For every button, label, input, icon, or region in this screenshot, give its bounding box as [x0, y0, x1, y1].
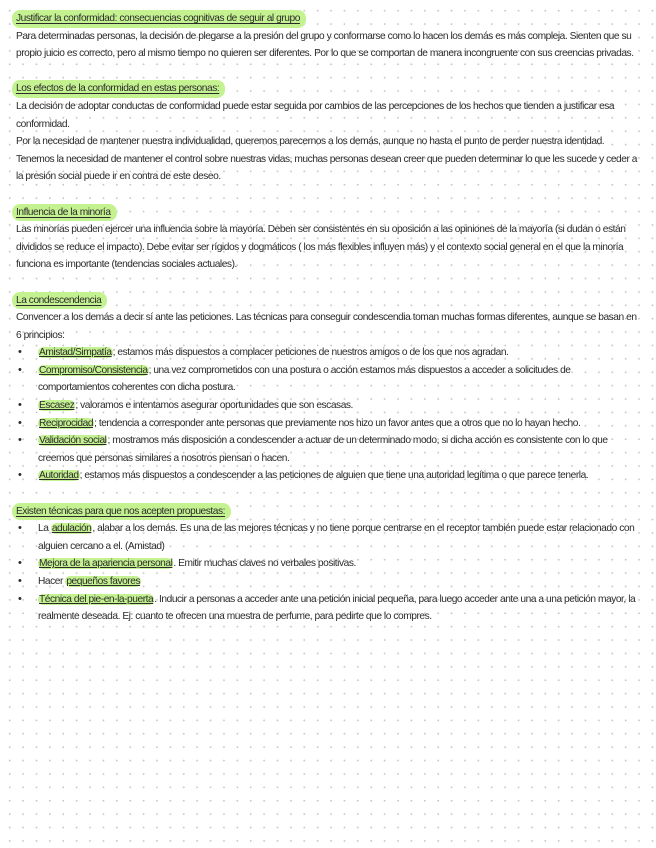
principles-list — [16, 344, 642, 485]
paragraph: La decisión de adoptar conductas de conformidad puede estar seguida por cambios de las percepciones de los hechos que tienden a justificar esa conformidad. — [16, 100, 615, 130]
term-highlight: pequeños favores — [66, 576, 141, 587]
section-justificar — [16, 10, 642, 63]
techniques-list — [16, 520, 642, 626]
section-heading: Justificar la conformidad: consecuencias cognitivas de seguir al grupo — [12, 10, 306, 28]
section-heading: Existen técnicas para que nos acepten propuestas: — [12, 503, 231, 521]
list-item: • La adulación, alabar a los demás. Es una de las mejores técnicas y no tiene porque centrarse en el receptor también puede estar relacionado con alguien cercano a el. (Amistad) — [16, 520, 642, 555]
section-tecnicas — [16, 503, 642, 626]
paragraph: Las minorías pueden ejercer una influencia sobre la mayoría. Deben ser consistentes en su oposición a las opiniones de la mayoría (si dudan o están divididos se reduce el impacto). Debe evitar ser rígidos y dogmáticos ( los más flexibles influyen más) y el contexto social general en el que la minoría funciona es importante (tendencias sociales actuales). — [16, 224, 626, 271]
term-highlight: Técnica del pie-en-la-puerta — [39, 593, 154, 605]
list-item: • Mejora de la apariencia personal. Emitir muchas claves no verbales positivas. — [16, 555, 642, 573]
list-item: • Validación social; mostramos más disposición a condescender a actuar de un determinado modo, si dicha acción es consistente con lo que creemos que personas similares a nosotros piensan o hacen. — [16, 432, 642, 467]
paragraph: Por la necesidad de mantener nuestra individualidad, queremos parecernos a los demás, aunque no hasta el punto de perder nuestra identidad. Tenemos la necesidad de mantener el control sobre nuestras vidas, muchas personas desean creer que pueden determinar lo que les sucede y ceder a la presión social puede ir en contra de este deseo. — [16, 136, 637, 183]
section-heading: Los efectos de la conformidad en estas personas: — [12, 80, 225, 98]
list-item: • Hacer pequeños favores — [16, 573, 642, 591]
list-item: • Amistad/Simpatía; estamos más dispuestos a complacer peticiones de nuestros amigos o de los que nos agradan. — [16, 344, 642, 362]
term-highlight: Autoridad — [39, 470, 79, 482]
term-highlight: Escasez — [39, 400, 75, 412]
section-condescendencia — [16, 292, 642, 486]
list-item: • Escasez; valoramos e intentamos asegurar oportunidades que son escasas. — [16, 397, 642, 415]
list-item: • Reciprocidad; tendencia a corresponder ante personas que previamente nos hizo un favor antes que a otros que no lo hayan hecho. — [16, 415, 642, 433]
section-efectos — [16, 80, 642, 186]
list-item: • Compromiso/Consistencia; una vez comprometidos con una postura o acción estamos más dispuestos a acceder a solicitudes de comportamientos coherentes con dicha postura. — [16, 362, 642, 397]
term-highlight: Amistad/Simpatía — [39, 347, 112, 359]
term-highlight: Reciprocidad — [39, 417, 94, 429]
section-heading: La condescendencia — [12, 292, 107, 310]
list-item: • Técnica del pie-en-la-puerta. Inducir a personas a acceder ante una petición inicial pequeña, para luego acceder ante una a una petición mayor, la realmente deseada. Ej: cuanto te ofrecen una muestra de perfume, para pedirte que lo compres. — [16, 591, 642, 626]
list-item: • Autoridad; estamos más dispuestos a condescender a las peticiones de alguien que tiene una autoridad legítima o que parece tenerla. — [16, 467, 642, 485]
term-highlight: Validación social — [39, 435, 107, 447]
paragraph: Para determinadas personas, la decisión de plegarse a la presión del grupo y conformarse como lo hacen los demás es más compleja. Sienten que su propio juicio es correcto, pero al mismo tiempo no quieren ser diferentes. Por lo que se comportan de manera incongruente con sus creencias privadas. — [16, 30, 634, 60]
term-highlight: Mejora de la apariencia personal — [39, 558, 173, 570]
term-highlight: Compromiso/Consistencia — [39, 364, 148, 376]
term-highlight: adulación — [51, 523, 92, 535]
paragraph: Convencer a los demás a decir sí ante las peticiones. Las técnicas para conseguir condescendia toman muchas formas diferentes, aunque se basan en 6 principios: — [16, 312, 637, 341]
section-minoria — [16, 204, 642, 274]
section-heading: Influencia de la minoría — [12, 204, 117, 222]
